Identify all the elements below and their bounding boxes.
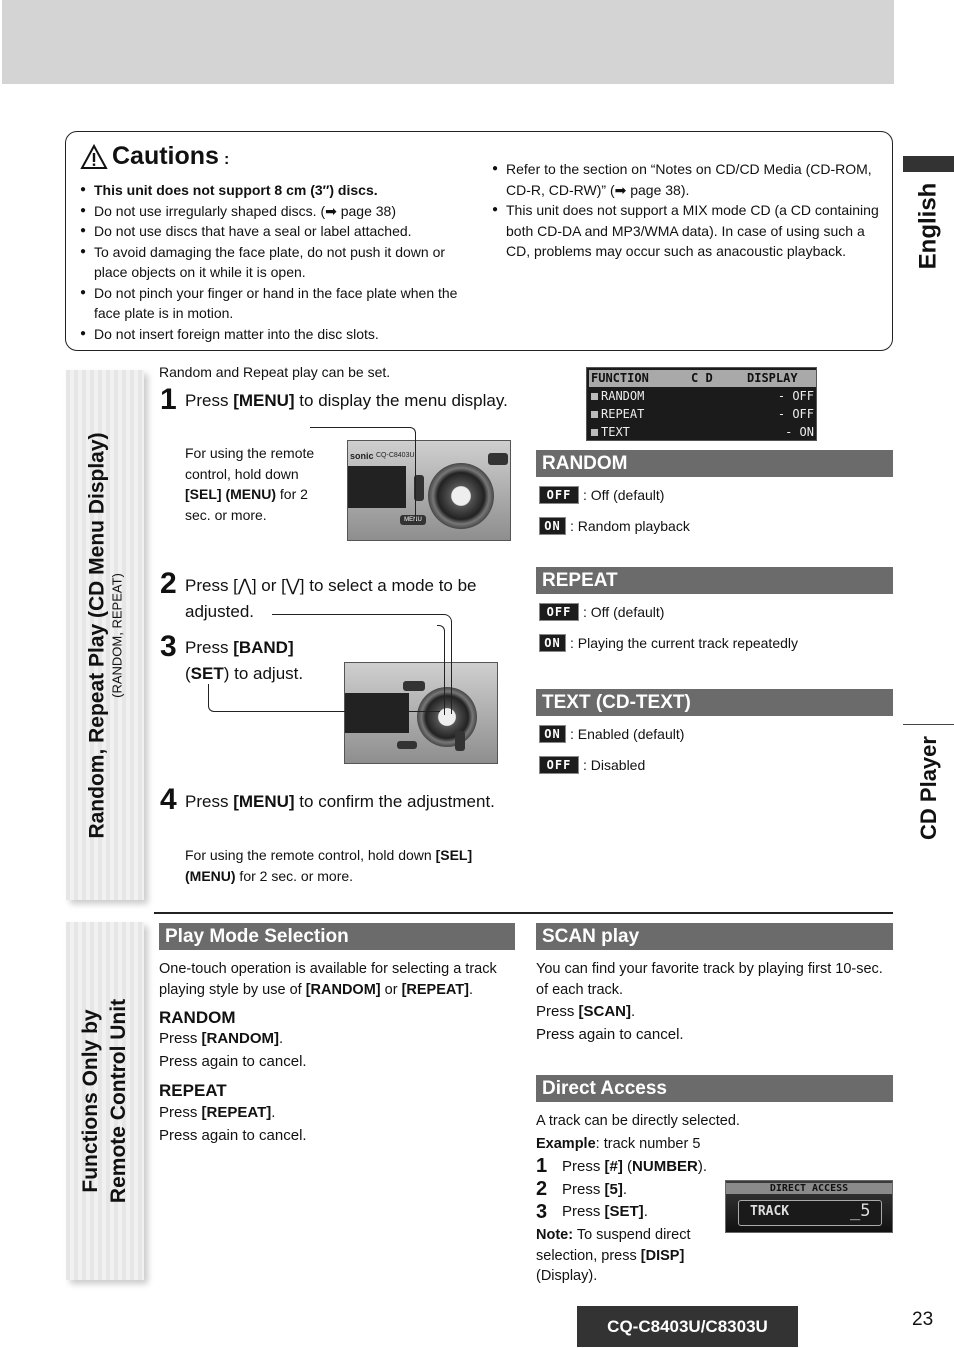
off-badge-icon: OFF [539, 603, 579, 621]
model-badge: CQ-C8403U/C8303U [577, 1306, 798, 1347]
side-label-cd-player [903, 728, 954, 848]
device-knob [428, 463, 494, 529]
cautions-colon: : [223, 150, 230, 168]
section-tab-random-repeat [66, 370, 144, 900]
step-text-part: to display the menu display. [294, 391, 508, 410]
option-desc: : Playing the current track repeatedly [570, 635, 799, 651]
device-menu-button: MENU [400, 515, 426, 525]
side-divider [903, 724, 954, 725]
setting-option [539, 517, 690, 535]
random-subheading: RANDOM [159, 1008, 236, 1027]
display-row-value: - OFF [777, 389, 814, 403]
cautions-title [80, 142, 229, 171]
caution-item: ● Do not use irregularly shaped discs. (➡ page 38) [80, 201, 470, 222]
step-number: 1 [536, 1155, 548, 1177]
step-number: 1 [160, 383, 177, 416]
warning-icon [80, 144, 108, 170]
on-badge-icon: ON [539, 517, 566, 535]
step-number: 2 [160, 567, 177, 600]
step-text [185, 388, 510, 414]
direct-access-desc: A track can be directly selected. [536, 1113, 740, 1129]
display-header-cd: C D [691, 371, 713, 385]
caution-item: ● Do not pinch your finger or hand in the face plate when the face plate is in motion. [80, 283, 470, 324]
step-text: Press [⋀] or [⋁] to select a mode to be adjusted. [185, 576, 477, 621]
play-mode-heading: Play Mode Selection [159, 923, 515, 950]
play-mode-desc [159, 959, 509, 1000]
setting-option [539, 603, 664, 621]
side-tab-marker [903, 156, 954, 172]
press-text: . [622, 1181, 628, 1198]
device-button [488, 453, 508, 465]
function-menu-display [586, 367, 817, 441]
key-label: NUMBER [632, 1158, 698, 1175]
option-desc: : Disabled [583, 757, 646, 773]
device-button [397, 741, 417, 749]
step-text-part: to confirm the adjustment. [294, 792, 495, 811]
note-text: (Display). [536, 1268, 598, 1284]
key-label: [RANDOM] [305, 981, 381, 998]
caution-item: ● This unit does not support 8 cm (3″) discs. [80, 180, 470, 201]
display-track-label: TRACK [750, 1204, 790, 1219]
display-row-value: - OFF [777, 407, 814, 421]
random-press [159, 1030, 283, 1047]
setting-heading-repeat: REPEAT [536, 567, 893, 594]
press-text: Press [536, 1003, 579, 1020]
section-divider [154, 912, 893, 914]
step-number: 4 [160, 783, 177, 816]
press-text: . [643, 1203, 648, 1220]
step-number: 2 [536, 1178, 548, 1200]
press-text: ). [697, 1158, 708, 1175]
desc-text: One-touch operation is available for selecting a track playing style by use of [159, 961, 497, 998]
option-desc: : Random playback [570, 518, 690, 534]
key-label: SET [190, 664, 224, 683]
option-desc: : Off (default) [583, 487, 665, 503]
cautions-list-right [492, 159, 884, 262]
key-label: [#] [604, 1158, 623, 1175]
key-label: [BAND] [233, 638, 294, 657]
display-row [589, 424, 816, 441]
caution-item: ● To avoid damaging the face plate, do not push it down or place objects on it while it is open. [80, 242, 470, 283]
scan-heading: SCAN play [536, 923, 893, 950]
press-text: . [631, 1003, 636, 1020]
display-header: DIRECT ACCESS [726, 1183, 892, 1194]
section-tab-title: Functions Only by [79, 1009, 102, 1193]
setting-option [539, 725, 684, 743]
note-label: Note: [536, 1227, 574, 1243]
press-text: Press [562, 1158, 605, 1175]
off-badge-icon: OFF [539, 756, 579, 774]
option-desc: : Off (default) [583, 604, 665, 620]
press-text: ( [622, 1158, 633, 1175]
section-tab-title: Random, Repeat Play (CD Menu Display) [85, 431, 109, 839]
display-row-label: REPEAT [601, 407, 645, 421]
scan-press [536, 1003, 635, 1020]
direct-step [562, 1181, 627, 1198]
key-label: [5] [604, 1181, 623, 1198]
device-brand: sonic [350, 451, 374, 461]
direct-access-heading: Direct Access [536, 1075, 893, 1102]
display-row-label: TEXT [601, 425, 630, 439]
display-row-value: - ON [785, 425, 814, 439]
function-display-header [589, 370, 816, 387]
side-label-english [903, 176, 954, 276]
direct-access-note [536, 1225, 721, 1287]
direct-step [562, 1203, 648, 1220]
repeat-press [159, 1104, 275, 1121]
cautions-list-left [80, 180, 470, 344]
key-label: [REPEAT] [201, 1104, 272, 1121]
press-text: Press [562, 1181, 605, 1198]
repeat-subheading: REPEAT [159, 1081, 227, 1100]
caution-item: ● Refer to the section on “Notes on CD/CD Media (CD-ROM, CD-R, CD-RW)” (➡ page 38). [492, 159, 884, 200]
side-label-cd-player-text: CD Player [915, 736, 941, 840]
scan-desc: You can find your favorite track by playing first 10-sec. of each track. [536, 961, 883, 998]
side-label-english-text: English [914, 182, 942, 270]
key-label: [SCAN] [578, 1003, 632, 1020]
cautions-title-text: Cautions [112, 142, 219, 170]
step-text-part: Press [185, 391, 234, 410]
note-text: To suspend direct selection, press [536, 1227, 691, 1264]
direct-step [562, 1158, 707, 1175]
device-model: CQ-C8403U [376, 452, 415, 459]
section-intro: Random and Repeat play can be set. [159, 364, 391, 380]
off-badge-icon: OFF [539, 486, 579, 504]
step-text-part: Press [185, 638, 234, 657]
display-row [589, 388, 816, 405]
direct-access-display [725, 1180, 893, 1233]
desc-text: . [468, 981, 473, 998]
press-text: Press [159, 1104, 202, 1121]
option-desc: : Enabled (default) [570, 726, 685, 742]
note-text: For using the remote control, hold down [185, 847, 436, 863]
note-text: For using the remote control, hold down [185, 445, 315, 482]
on-badge-icon: ON [539, 634, 566, 652]
header-band [2, 0, 894, 84]
callout-line [208, 684, 440, 712]
note-text: for 2 sec. or more. [185, 486, 308, 523]
press-text: Press [562, 1203, 605, 1220]
key-label: [REPEAT] [401, 981, 469, 998]
callout-line [310, 427, 416, 522]
section-tab-title: Remote Control Unit [107, 998, 130, 1204]
caution-item: ● Do not use discs that have a seal or label attached. [80, 221, 470, 242]
repeat-cancel: Press again to cancel. [159, 1127, 307, 1144]
press-text: Press [159, 1030, 202, 1047]
setting-option [539, 634, 798, 652]
random-cancel: Press again to cancel. [159, 1053, 307, 1070]
step-note [185, 845, 495, 886]
setting-heading-random: RANDOM [536, 450, 893, 477]
key-label: [MENU] [233, 391, 295, 410]
on-badge-icon: ON [539, 725, 566, 743]
key-label: [SEL] (MENU) [185, 486, 276, 502]
display-row-label: RANDOM [601, 389, 645, 403]
page-number: 23 [912, 1309, 934, 1330]
step-text-part: Press [185, 792, 234, 811]
setting-option [539, 756, 645, 774]
display-header-display: DISPLAY [747, 371, 798, 385]
display-header-function: FUNCTION [591, 371, 649, 385]
step-number: 3 [160, 630, 177, 663]
setting-heading-text: TEXT (CD-TEXT) [536, 689, 893, 716]
section-tab-remote-functions [66, 922, 144, 1280]
note-text: for 2 sec. or more. [235, 867, 354, 884]
desc-text: or [380, 981, 402, 998]
display-track-value: _5 [850, 1201, 871, 1221]
section-tab-subtitle: (RANDOM, REPEAT) [109, 572, 125, 698]
scan-cancel: Press again to cancel. [536, 1026, 684, 1043]
press-text: . [271, 1104, 276, 1121]
key-label: [SET] [604, 1203, 644, 1220]
caution-item: ● This unit does not support a MIX mode CD (a CD containing both CD-DA and MP3/WMA data). In case of using such a CD, problems may occur such as anacoustic playback. [492, 200, 884, 262]
example-text: : track number 5 [595, 1136, 701, 1152]
step-text-part: ( [185, 664, 191, 683]
display-row [589, 406, 816, 423]
example-label: Example [536, 1136, 596, 1152]
step-text-part: ) to adjust. [223, 664, 304, 683]
direct-access-example [536, 1134, 700, 1155]
cautions-box [65, 131, 893, 351]
device-button [455, 731, 465, 751]
key-label: [SEL] (MENU) [185, 847, 473, 884]
caution-item: ● Do not insert foreign matter into the disc slots. [80, 324, 470, 345]
step-number: 3 [536, 1201, 548, 1223]
key-label: [DISP] [640, 1247, 685, 1264]
key-label: [RANDOM] [201, 1030, 279, 1047]
step-text [185, 789, 505, 815]
setting-option [539, 486, 664, 504]
key-label: [MENU] [233, 792, 295, 811]
press-text: . [279, 1030, 284, 1047]
